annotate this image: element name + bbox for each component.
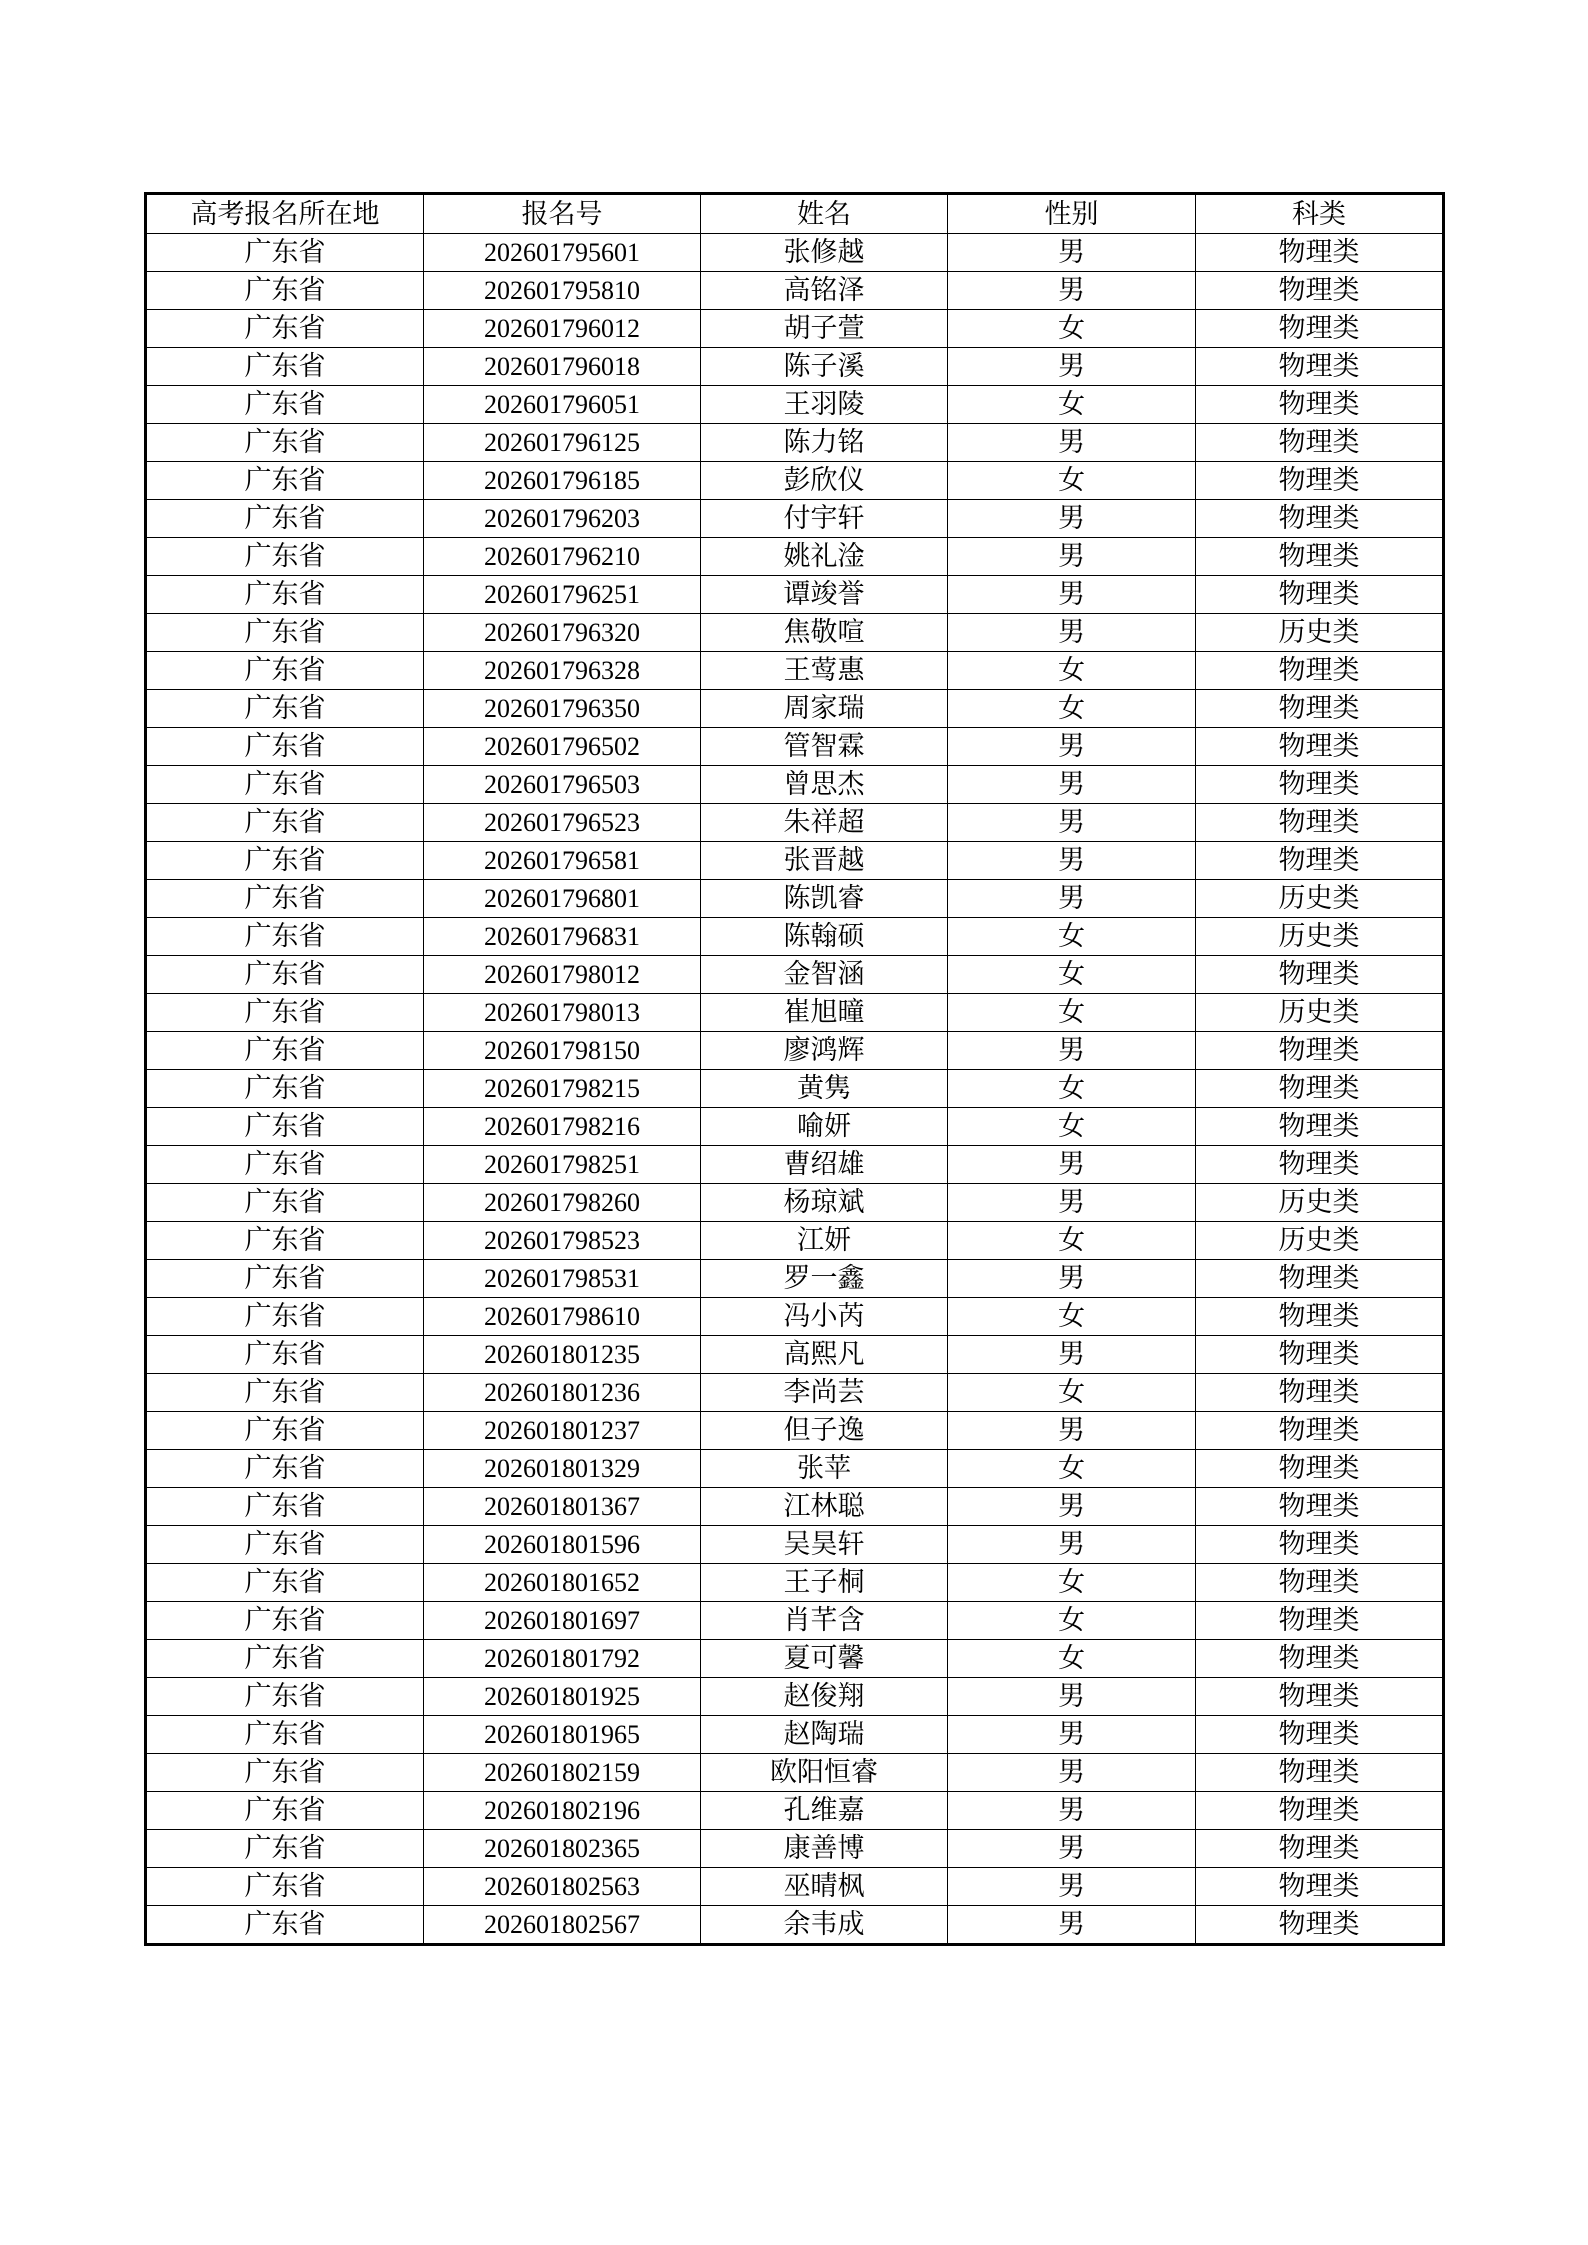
cell-gender: 男	[948, 1716, 1196, 1754]
cell-gender: 男	[948, 538, 1196, 576]
cell-location: 广东省	[146, 462, 424, 500]
table-row	[146, 880, 1444, 918]
cell-gender: 男	[948, 1526, 1196, 1564]
cell-name: 吴昊轩	[701, 1526, 948, 1564]
cell-registration-number: 202601801237	[424, 1412, 701, 1450]
cell-gender: 女	[948, 690, 1196, 728]
cell-gender: 女	[948, 994, 1196, 1032]
cell-name: 崔旭曈	[701, 994, 948, 1032]
cell-gender: 男	[948, 1754, 1196, 1792]
cell-gender: 男	[948, 804, 1196, 842]
cell-location: 广东省	[146, 994, 424, 1032]
cell-location: 广东省	[146, 1298, 424, 1336]
table-row	[146, 1032, 1444, 1070]
cell-registration-number: 202601801925	[424, 1678, 701, 1716]
cell-name: 欧阳恒睿	[701, 1754, 948, 1792]
table-row	[146, 1602, 1444, 1640]
cell-name: 黄隽	[701, 1070, 948, 1108]
cell-name: 罗一鑫	[701, 1260, 948, 1298]
cell-name: 余韦成	[701, 1906, 948, 1945]
cell-name: 赵俊翔	[701, 1678, 948, 1716]
cell-name: 肖芊含	[701, 1602, 948, 1640]
table-row	[146, 1792, 1444, 1830]
cell-gender: 男	[948, 1032, 1196, 1070]
cell-registration-number: 202601796203	[424, 500, 701, 538]
cell-subject-category: 物理类	[1196, 766, 1444, 804]
cell-subject-category: 物理类	[1196, 462, 1444, 500]
header-row	[146, 194, 1444, 234]
cell-gender: 男	[948, 1412, 1196, 1450]
cell-name: 张苹	[701, 1450, 948, 1488]
table-row	[146, 804, 1444, 842]
cell-name: 江妍	[701, 1222, 948, 1260]
cell-location: 广东省	[146, 1070, 424, 1108]
cell-subject-category: 物理类	[1196, 652, 1444, 690]
cell-location: 广东省	[146, 614, 424, 652]
cell-subject-category: 物理类	[1196, 842, 1444, 880]
header-registration-number: 报名号	[424, 194, 701, 234]
table-row	[146, 994, 1444, 1032]
cell-location: 广东省	[146, 576, 424, 614]
cell-subject-category: 物理类	[1196, 310, 1444, 348]
table-row	[146, 1412, 1444, 1450]
cell-registration-number: 202601796523	[424, 804, 701, 842]
cell-gender: 男	[948, 1184, 1196, 1222]
cell-subject-category: 物理类	[1196, 1298, 1444, 1336]
cell-subject-category: 物理类	[1196, 1032, 1444, 1070]
cell-name: 冯小芮	[701, 1298, 948, 1336]
table-row	[146, 1298, 1444, 1336]
cell-registration-number: 202601801367	[424, 1488, 701, 1526]
cell-subject-category: 物理类	[1196, 1526, 1444, 1564]
cell-registration-number: 202601798012	[424, 956, 701, 994]
table-row	[146, 1374, 1444, 1412]
cell-subject-category: 历史类	[1196, 918, 1444, 956]
cell-subject-category: 物理类	[1196, 272, 1444, 310]
cell-name: 但子逸	[701, 1412, 948, 1450]
cell-name: 王子桐	[701, 1564, 948, 1602]
cell-subject-category: 物理类	[1196, 538, 1444, 576]
cell-gender: 女	[948, 1564, 1196, 1602]
cell-subject-category: 物理类	[1196, 1792, 1444, 1830]
header-gender: 性别	[948, 194, 1196, 234]
cell-registration-number: 202601801697	[424, 1602, 701, 1640]
table-row	[146, 424, 1444, 462]
cell-registration-number: 202601798013	[424, 994, 701, 1032]
cell-gender: 男	[948, 1868, 1196, 1906]
cell-gender: 男	[948, 1336, 1196, 1374]
cell-gender: 女	[948, 1070, 1196, 1108]
cell-name: 李尚芸	[701, 1374, 948, 1412]
cell-gender: 男	[948, 1792, 1196, 1830]
cell-name: 姚礼淦	[701, 538, 948, 576]
cell-name: 谭竣誉	[701, 576, 948, 614]
cell-gender: 男	[948, 1906, 1196, 1945]
cell-location: 广东省	[146, 500, 424, 538]
cell-name: 金智涵	[701, 956, 948, 994]
cell-registration-number: 202601796210	[424, 538, 701, 576]
table-row	[146, 1906, 1444, 1945]
cell-gender: 男	[948, 500, 1196, 538]
cell-gender: 女	[948, 386, 1196, 424]
cell-location: 广东省	[146, 652, 424, 690]
cell-name: 喻妍	[701, 1108, 948, 1146]
cell-registration-number: 202601801329	[424, 1450, 701, 1488]
cell-name: 高铭泽	[701, 272, 948, 310]
cell-location: 广东省	[146, 1526, 424, 1564]
cell-registration-number: 202601796801	[424, 880, 701, 918]
cell-subject-category: 物理类	[1196, 956, 1444, 994]
table-row	[146, 1716, 1444, 1754]
cell-registration-number: 202601802563	[424, 1868, 701, 1906]
cell-gender: 女	[948, 1450, 1196, 1488]
cell-location: 广东省	[146, 918, 424, 956]
cell-subject-category: 物理类	[1196, 1108, 1444, 1146]
cell-name: 付宇轩	[701, 500, 948, 538]
cell-name: 彭欣仪	[701, 462, 948, 500]
cell-registration-number: 202601802159	[424, 1754, 701, 1792]
cell-subject-category: 物理类	[1196, 1070, 1444, 1108]
cell-location: 广东省	[146, 386, 424, 424]
cell-location: 广东省	[146, 538, 424, 576]
cell-name: 陈凯睿	[701, 880, 948, 918]
cell-name: 赵陶瑞	[701, 1716, 948, 1754]
cell-subject-category: 物理类	[1196, 1640, 1444, 1678]
cell-name: 张晋越	[701, 842, 948, 880]
table-body	[146, 234, 1444, 1945]
cell-registration-number: 202601798260	[424, 1184, 701, 1222]
cell-subject-category: 物理类	[1196, 1146, 1444, 1184]
cell-name: 康善博	[701, 1830, 948, 1868]
cell-gender: 男	[948, 348, 1196, 386]
cell-gender: 女	[948, 918, 1196, 956]
cell-location: 广东省	[146, 234, 424, 272]
cell-location: 广东省	[146, 1754, 424, 1792]
cell-registration-number: 202601801965	[424, 1716, 701, 1754]
cell-registration-number: 202601796012	[424, 310, 701, 348]
cell-registration-number: 202601795810	[424, 272, 701, 310]
table-row	[146, 310, 1444, 348]
table-row	[146, 918, 1444, 956]
table-row	[146, 1146, 1444, 1184]
cell-registration-number: 202601801652	[424, 1564, 701, 1602]
header-subject-category: 科类	[1196, 194, 1444, 234]
cell-subject-category: 物理类	[1196, 1754, 1444, 1792]
cell-location: 广东省	[146, 1108, 424, 1146]
cell-location: 广东省	[146, 1488, 424, 1526]
table-row	[146, 462, 1444, 500]
cell-name: 管智霖	[701, 728, 948, 766]
student-list-table	[144, 192, 1445, 1946]
cell-location: 广东省	[146, 1830, 424, 1868]
cell-gender: 女	[948, 1222, 1196, 1260]
table-row	[146, 1222, 1444, 1260]
cell-registration-number: 202601801235	[424, 1336, 701, 1374]
cell-location: 广东省	[146, 1184, 424, 1222]
table-row	[146, 614, 1444, 652]
cell-name: 廖鸿辉	[701, 1032, 948, 1070]
cell-subject-category: 物理类	[1196, 1412, 1444, 1450]
cell-subject-category: 物理类	[1196, 1906, 1444, 1945]
cell-name: 朱祥超	[701, 804, 948, 842]
cell-gender: 男	[948, 1260, 1196, 1298]
cell-gender: 男	[948, 1146, 1196, 1184]
cell-name: 曹绍雄	[701, 1146, 948, 1184]
cell-name: 夏可馨	[701, 1640, 948, 1678]
cell-name: 巫晴枫	[701, 1868, 948, 1906]
cell-subject-category: 物理类	[1196, 576, 1444, 614]
cell-name: 王莺惠	[701, 652, 948, 690]
cell-registration-number: 202601796328	[424, 652, 701, 690]
cell-gender: 女	[948, 652, 1196, 690]
cell-gender: 女	[948, 1640, 1196, 1678]
table-row	[146, 1526, 1444, 1564]
cell-location: 广东省	[146, 1032, 424, 1070]
cell-subject-category: 历史类	[1196, 880, 1444, 918]
table-row	[146, 1184, 1444, 1222]
cell-subject-category: 物理类	[1196, 1374, 1444, 1412]
table-row	[146, 538, 1444, 576]
cell-gender: 女	[948, 462, 1196, 500]
cell-subject-category: 物理类	[1196, 1602, 1444, 1640]
cell-location: 广东省	[146, 1716, 424, 1754]
cell-subject-category: 物理类	[1196, 728, 1444, 766]
cell-name: 陈子溪	[701, 348, 948, 386]
cell-location: 广东省	[146, 424, 424, 462]
cell-registration-number: 202601796125	[424, 424, 701, 462]
cell-gender: 男	[948, 576, 1196, 614]
cell-gender: 女	[948, 1298, 1196, 1336]
cell-location: 广东省	[146, 880, 424, 918]
cell-registration-number: 202601796185	[424, 462, 701, 500]
table-row	[146, 1450, 1444, 1488]
table-row	[146, 272, 1444, 310]
cell-location: 广东省	[146, 1640, 424, 1678]
cell-location: 广东省	[146, 272, 424, 310]
cell-gender: 男	[948, 842, 1196, 880]
cell-registration-number: 202601801236	[424, 1374, 701, 1412]
cell-location: 广东省	[146, 1412, 424, 1450]
cell-subject-category: 历史类	[1196, 994, 1444, 1032]
cell-name: 周家瑞	[701, 690, 948, 728]
cell-name: 胡子萱	[701, 310, 948, 348]
table-header	[146, 194, 1444, 234]
cell-subject-category: 物理类	[1196, 690, 1444, 728]
cell-registration-number: 202601796320	[424, 614, 701, 652]
cell-registration-number: 202601798531	[424, 1260, 701, 1298]
table-row	[146, 1754, 1444, 1792]
cell-gender: 女	[948, 310, 1196, 348]
cell-registration-number: 202601796503	[424, 766, 701, 804]
cell-registration-number: 202601802365	[424, 1830, 701, 1868]
cell-subject-category: 历史类	[1196, 1222, 1444, 1260]
cell-subject-category: 物理类	[1196, 386, 1444, 424]
cell-registration-number: 202601795601	[424, 234, 701, 272]
cell-registration-number: 202601798523	[424, 1222, 701, 1260]
table-row	[146, 842, 1444, 880]
cell-subject-category: 物理类	[1196, 1678, 1444, 1716]
cell-location: 广东省	[146, 1868, 424, 1906]
cell-registration-number: 202601796350	[424, 690, 701, 728]
cell-registration-number: 202601798215	[424, 1070, 701, 1108]
cell-gender: 男	[948, 728, 1196, 766]
table-row	[146, 1678, 1444, 1716]
cell-gender: 男	[948, 1488, 1196, 1526]
cell-subject-category: 物理类	[1196, 1830, 1444, 1868]
cell-location: 广东省	[146, 690, 424, 728]
cell-location: 广东省	[146, 766, 424, 804]
cell-subject-category: 物理类	[1196, 804, 1444, 842]
cell-registration-number: 202601801596	[424, 1526, 701, 1564]
cell-location: 广东省	[146, 1678, 424, 1716]
table-row	[146, 500, 1444, 538]
header-name: 姓名	[701, 194, 948, 234]
table-row	[146, 652, 1444, 690]
table-row	[146, 690, 1444, 728]
cell-subject-category: 物理类	[1196, 500, 1444, 538]
cell-gender: 男	[948, 1830, 1196, 1868]
cell-location: 广东省	[146, 1602, 424, 1640]
cell-location: 广东省	[146, 804, 424, 842]
cell-location: 广东省	[146, 842, 424, 880]
header-registration-location: 高考报名所在地	[146, 194, 424, 234]
cell-subject-category: 物理类	[1196, 1260, 1444, 1298]
cell-name: 陈翰硕	[701, 918, 948, 956]
cell-registration-number: 202601796502	[424, 728, 701, 766]
cell-location: 广东省	[146, 1906, 424, 1945]
cell-location: 广东省	[146, 1450, 424, 1488]
cell-subject-category: 物理类	[1196, 1716, 1444, 1754]
cell-location: 广东省	[146, 1792, 424, 1830]
cell-registration-number: 202601802196	[424, 1792, 701, 1830]
table-row	[146, 1260, 1444, 1298]
cell-location: 广东省	[146, 1374, 424, 1412]
cell-gender: 女	[948, 1374, 1196, 1412]
cell-registration-number: 202601801792	[424, 1640, 701, 1678]
table-row	[146, 1564, 1444, 1602]
cell-name: 江林聪	[701, 1488, 948, 1526]
table-row	[146, 1336, 1444, 1374]
cell-location: 广东省	[146, 348, 424, 386]
cell-name: 张修越	[701, 234, 948, 272]
table-row	[146, 956, 1444, 994]
table-row	[146, 1830, 1444, 1868]
cell-gender: 女	[948, 956, 1196, 994]
cell-gender: 男	[948, 880, 1196, 918]
cell-registration-number: 202601798150	[424, 1032, 701, 1070]
cell-subject-category: 物理类	[1196, 1488, 1444, 1526]
cell-registration-number: 202601796018	[424, 348, 701, 386]
cell-location: 广东省	[146, 1146, 424, 1184]
table-row	[146, 386, 1444, 424]
cell-registration-number: 202601796051	[424, 386, 701, 424]
cell-location: 广东省	[146, 728, 424, 766]
cell-registration-number: 202601796831	[424, 918, 701, 956]
table-row	[146, 1108, 1444, 1146]
table-row	[146, 1640, 1444, 1678]
cell-subject-category: 物理类	[1196, 348, 1444, 386]
cell-registration-number: 202601798610	[424, 1298, 701, 1336]
table-row	[146, 766, 1444, 804]
cell-name: 杨琼斌	[701, 1184, 948, 1222]
table-row	[146, 1070, 1444, 1108]
cell-registration-number: 202601796251	[424, 576, 701, 614]
cell-location: 广东省	[146, 1260, 424, 1298]
table-row	[146, 1488, 1444, 1526]
cell-subject-category: 物理类	[1196, 1336, 1444, 1374]
cell-subject-category: 物理类	[1196, 1564, 1444, 1602]
cell-gender: 男	[948, 614, 1196, 652]
cell-registration-number: 202601798216	[424, 1108, 701, 1146]
cell-gender: 男	[948, 234, 1196, 272]
cell-location: 广东省	[146, 1336, 424, 1374]
cell-location: 广东省	[146, 1564, 424, 1602]
cell-gender: 女	[948, 1108, 1196, 1146]
cell-name: 焦敬喧	[701, 614, 948, 652]
cell-subject-category: 历史类	[1196, 1184, 1444, 1222]
cell-subject-category: 物理类	[1196, 234, 1444, 272]
cell-gender: 男	[948, 1678, 1196, 1716]
cell-gender: 女	[948, 1602, 1196, 1640]
cell-subject-category: 历史类	[1196, 614, 1444, 652]
cell-name: 陈力铭	[701, 424, 948, 462]
cell-name: 曾思杰	[701, 766, 948, 804]
cell-subject-category: 物理类	[1196, 424, 1444, 462]
cell-registration-number: 202601798251	[424, 1146, 701, 1184]
cell-location: 广东省	[146, 956, 424, 994]
table-row	[146, 728, 1444, 766]
cell-gender: 男	[948, 766, 1196, 804]
cell-location: 广东省	[146, 1222, 424, 1260]
cell-name: 高熙凡	[701, 1336, 948, 1374]
cell-name: 王羽陵	[701, 386, 948, 424]
cell-registration-number: 202601796581	[424, 842, 701, 880]
cell-name: 孔维嘉	[701, 1792, 948, 1830]
table-row	[146, 348, 1444, 386]
cell-gender: 男	[948, 424, 1196, 462]
cell-registration-number: 202601802567	[424, 1906, 701, 1945]
table-row	[146, 576, 1444, 614]
table-row	[146, 1868, 1444, 1906]
cell-subject-category: 物理类	[1196, 1450, 1444, 1488]
cell-subject-category: 物理类	[1196, 1868, 1444, 1906]
table-row	[146, 234, 1444, 272]
cell-gender: 男	[948, 272, 1196, 310]
cell-location: 广东省	[146, 310, 424, 348]
